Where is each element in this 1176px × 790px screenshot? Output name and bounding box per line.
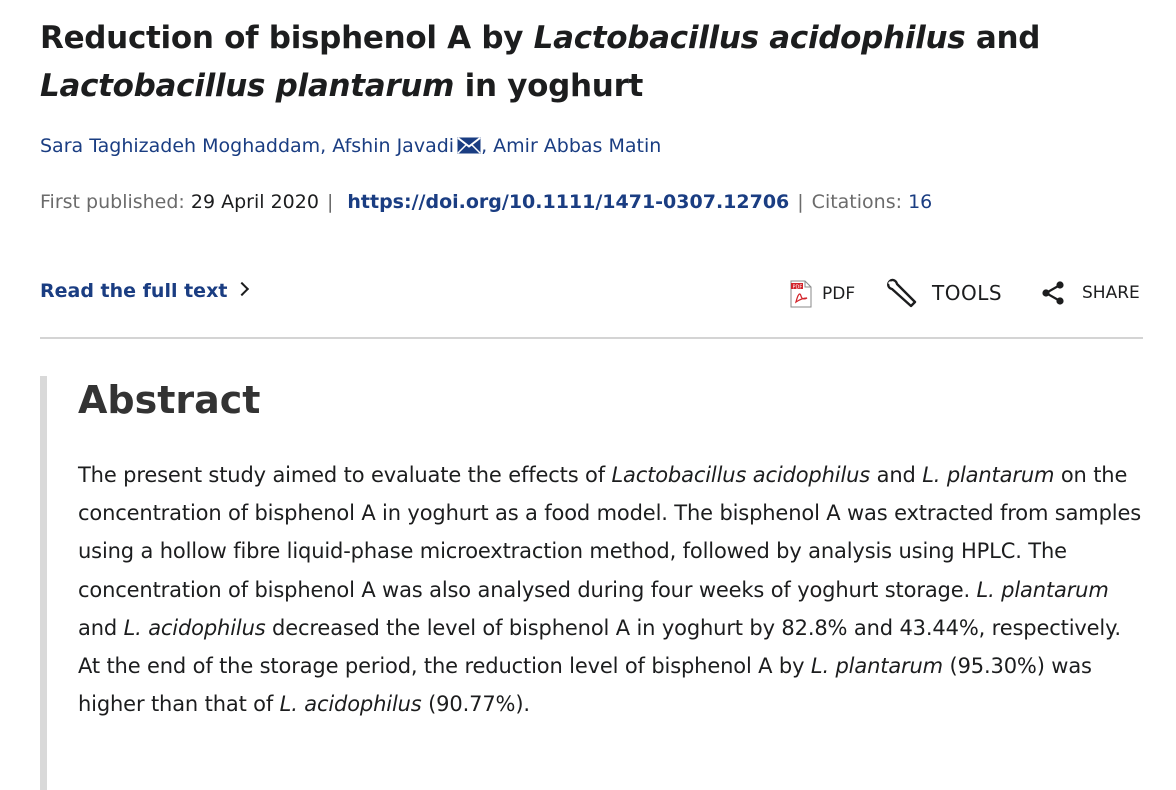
- title-species-2: Lactobacillus plantarum: [40, 68, 455, 104]
- author-separator: ,: [481, 135, 494, 157]
- title-species-1: Lactobacillus acidophilus: [533, 20, 966, 56]
- section-divider: [40, 337, 1143, 339]
- meta-separator: |: [326, 191, 334, 213]
- envelope-icon[interactable]: [457, 137, 481, 154]
- abstract-accent-bar: [40, 376, 47, 790]
- published-label: First published:: [40, 191, 185, 213]
- abstract-text-run: and: [78, 615, 124, 640]
- pdf-file-icon: [790, 280, 812, 308]
- published-date: 29 April 2020: [190, 191, 319, 213]
- title-text: Reduction of bisphenol A by: [40, 20, 534, 56]
- author-link[interactable]: Amir Abbas Matin: [493, 135, 662, 157]
- wrench-icon: [886, 278, 918, 308]
- abstract-species: L. plantarum: [976, 577, 1109, 602]
- abstract-heading: Abstract: [78, 378, 261, 422]
- title-text: and: [965, 20, 1041, 56]
- abstract-species: L. acidophilus: [279, 692, 422, 717]
- abstract-text-run: (95.30%) was higher than that of: [78, 654, 1092, 717]
- pdf-icon-text: PDF: [792, 284, 803, 291]
- abstract-species: L. acidophilus: [123, 615, 266, 640]
- read-full-text-label: Read the full text: [40, 280, 228, 302]
- doi-link[interactable]: https://doi.org/10.1111/1471-0307.12706: [347, 191, 790, 213]
- pdf-button[interactable]: [790, 280, 855, 308]
- citations-label: Citations:: [811, 191, 903, 213]
- tools-button[interactable]: [886, 278, 1002, 308]
- abstract-text-run: The present study aimed to evaluate the effects of: [78, 463, 612, 487]
- abstract-text-run: (90.77%).: [421, 692, 530, 717]
- author-link[interactable]: Sara Taghizadeh Moghaddam: [40, 135, 321, 157]
- abstract-text-run: on the concentration of bisphenol A in yoghurt as a food model. The bisphenol A was extracted from samples using a hollow fibre liquid-phase microextraction method, followed by analysis using HPLC. The concentration of bisphenol A was also analysed during four weeks of yoghurt storage.: [78, 463, 1142, 602]
- abstract-text: [78, 456, 1148, 723]
- title-text: in yoghurt: [454, 68, 644, 104]
- abstract-species: L. plantarum: [810, 654, 943, 679]
- abstract-text-run: and: [870, 463, 923, 487]
- author-link[interactable]: Afshin Javadi: [332, 135, 455, 157]
- chevron-right-icon: [235, 282, 249, 296]
- pdf-label: PDF: [822, 284, 856, 304]
- publication-meta: [40, 189, 932, 215]
- abstract-species: plantarum: [946, 463, 1055, 487]
- abstract-species: L.: [922, 463, 941, 487]
- share-icon: [1040, 280, 1066, 306]
- share-label: SHARE: [1082, 283, 1140, 303]
- author-separator: ,: [320, 135, 333, 157]
- share-button[interactable]: [1040, 280, 1140, 306]
- author-list: [40, 133, 661, 159]
- citations-count[interactable]: 16: [908, 191, 933, 213]
- read-full-text-link[interactable]: [40, 278, 247, 304]
- tools-label: TOOLS: [932, 281, 1003, 305]
- abstract-species: Lactobacillus acidophilus: [611, 463, 871, 487]
- meta-separator: |: [797, 191, 804, 213]
- abstract-text-run: decreased the level of bisphenol A in yoghurt by 82.8% and 43.44%, respectively. At the end of the storage period, the reduction level of bisphenol A by: [78, 615, 1121, 679]
- article-title: [40, 14, 1140, 110]
